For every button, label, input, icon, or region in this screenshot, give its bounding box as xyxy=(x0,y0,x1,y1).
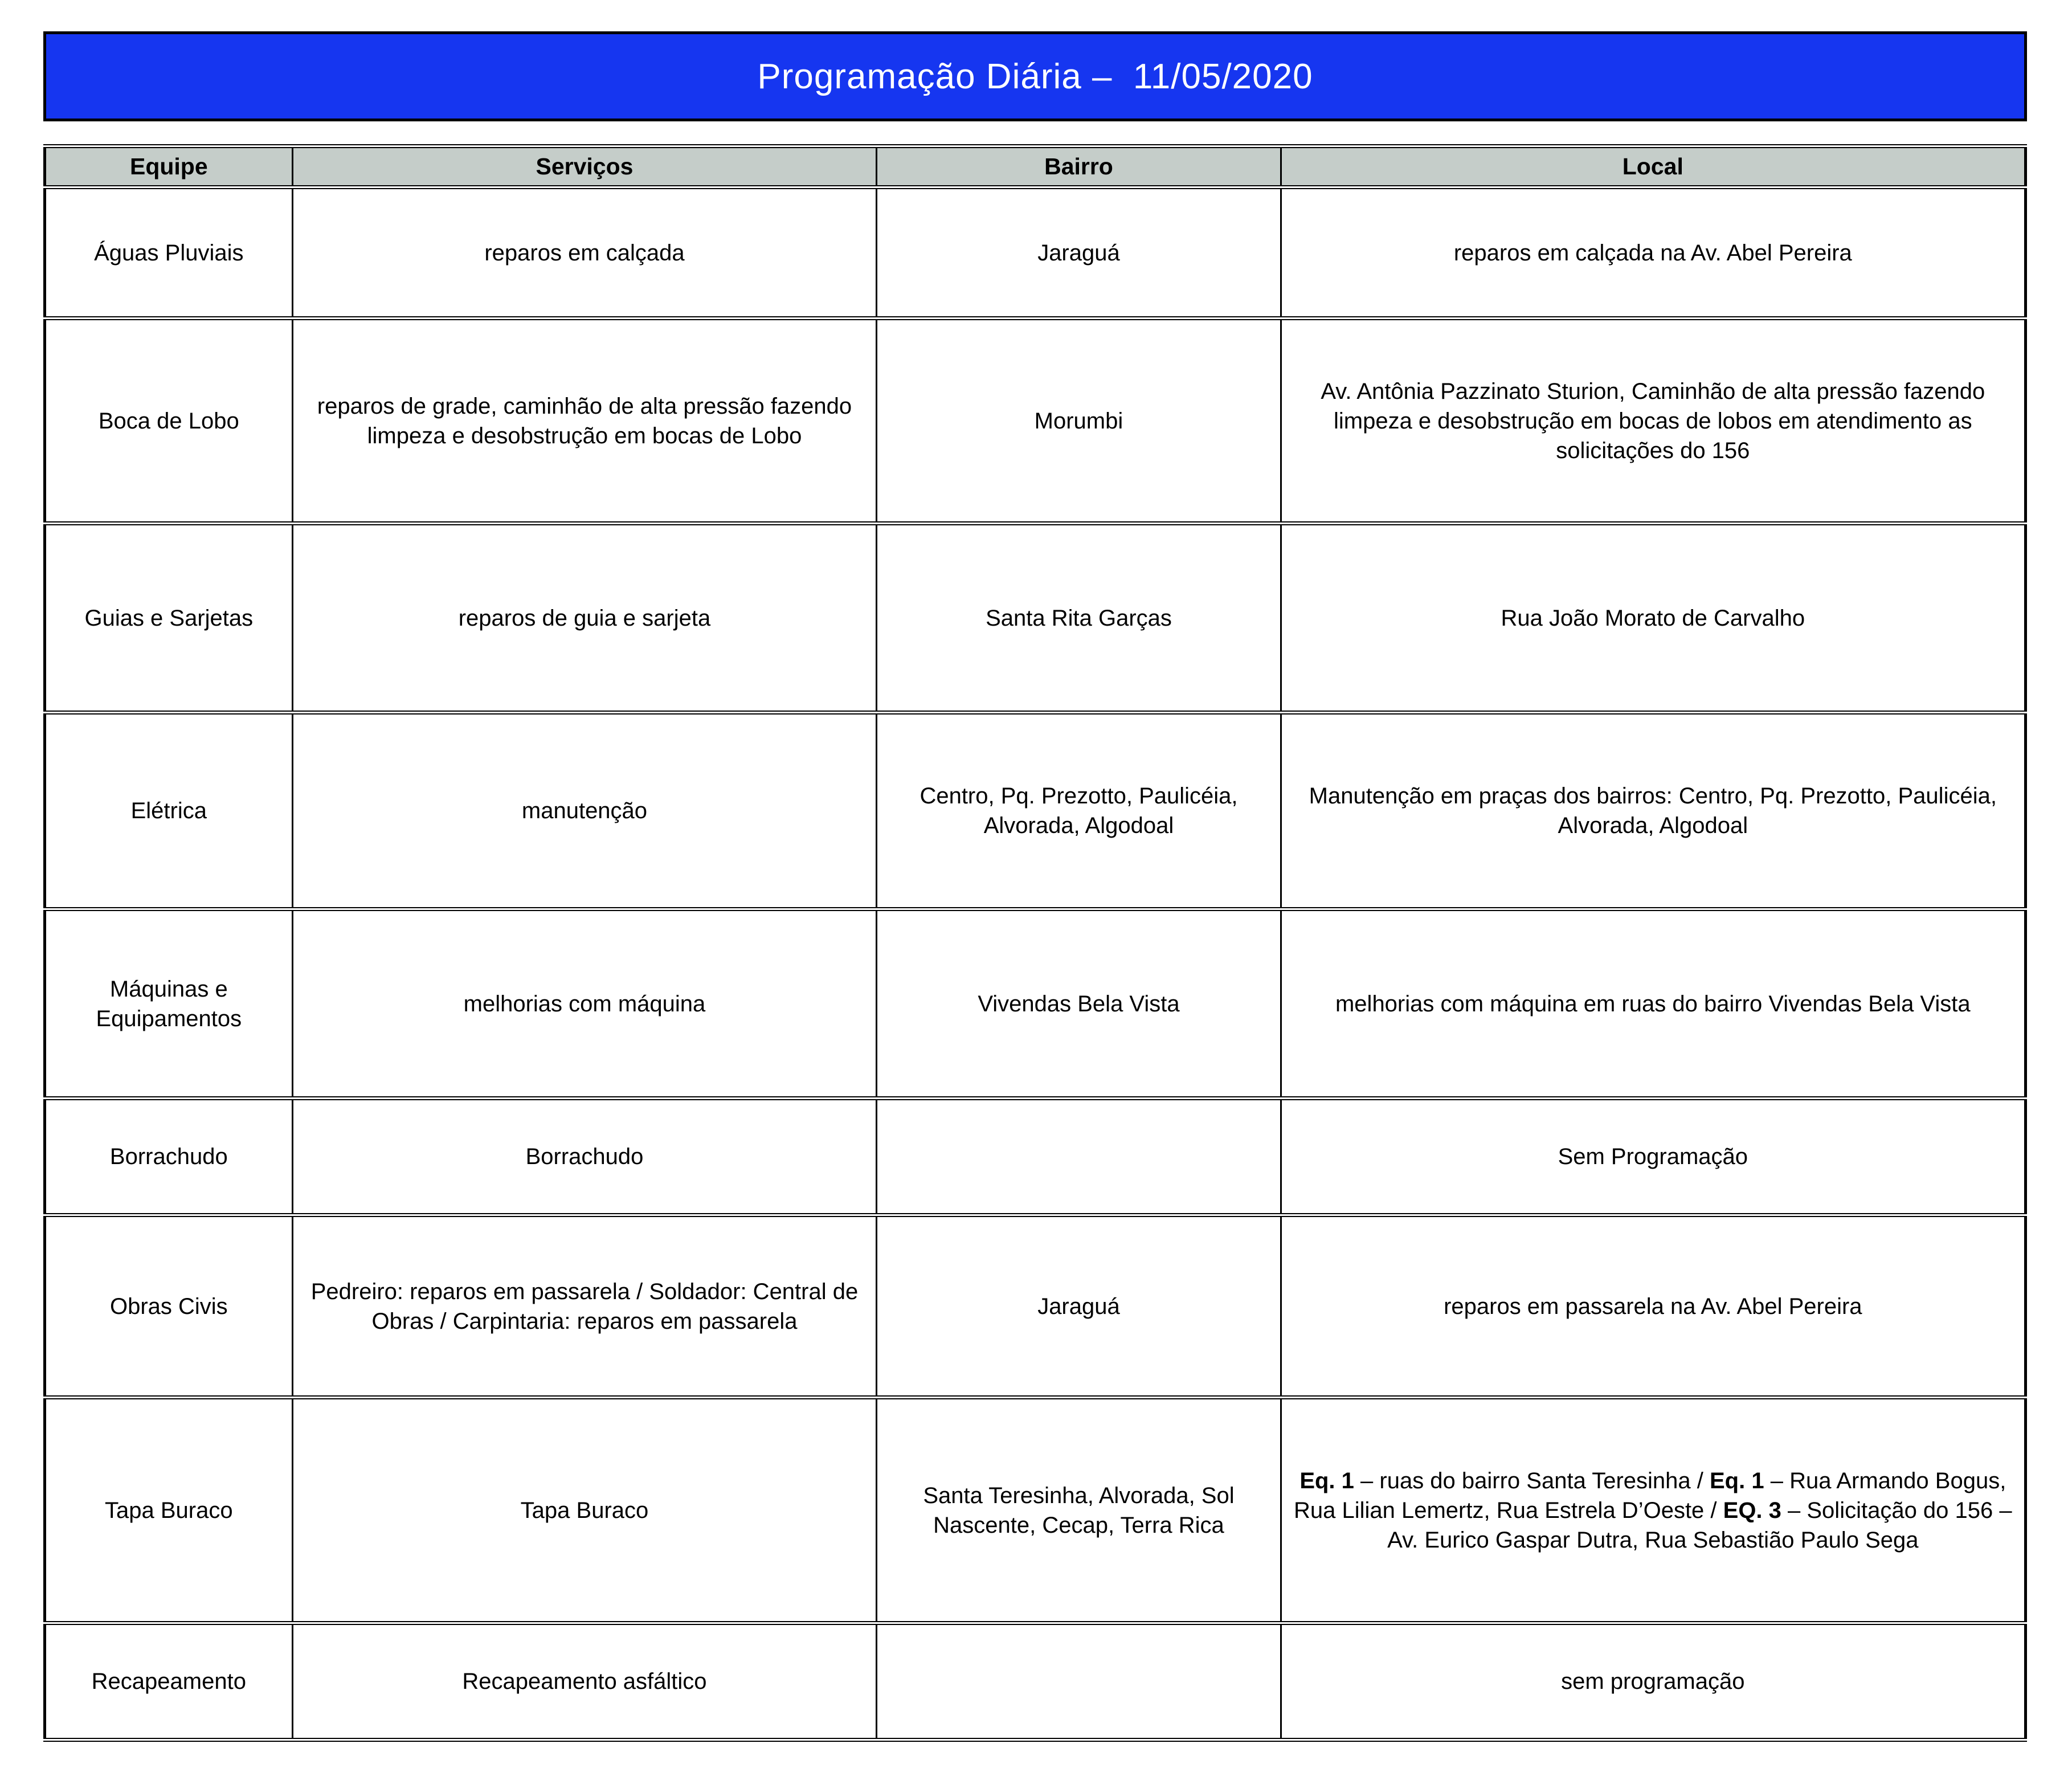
page-title: Programação Diária – 11/05/2020 xyxy=(757,56,1313,96)
cell-equipe: Máquinas e Equipamentos xyxy=(45,909,293,1099)
cell-bairro: Centro, Pq. Prezotto, Paulicéia, Alvorada, Algodoal xyxy=(877,713,1281,909)
column-header-bairro: Bairro xyxy=(877,146,1281,187)
cell-servicos: reparos de grade, caminhão de alta pressão fazendo limpeza e desobstrução em bocas de Lobo xyxy=(292,319,877,524)
cell-equipe: Obras Civis xyxy=(45,1215,293,1398)
cell-servicos: Tapa Buraco xyxy=(292,1398,877,1623)
cell-local: Rua João Morato de Carvalho xyxy=(1281,524,2025,713)
cell-equipe: Águas Pluviais xyxy=(45,187,293,319)
table-row xyxy=(45,909,2026,1099)
cell-servicos: reparos de guia e sarjeta xyxy=(292,524,877,713)
cell-local: reparos em calçada na Av. Abel Pereira xyxy=(1281,187,2025,319)
table-row xyxy=(45,187,2026,319)
cell-servicos: reparos em calçada xyxy=(292,187,877,319)
cell-bairro xyxy=(877,1623,1281,1740)
cell-local: Av. Antônia Pazzinato Sturion, Caminhão de alta pressão fazendo limpeza e desobstrução em bocas de lobos em atendimento as solicitações do 156 xyxy=(1281,319,2025,524)
cell-local: sem programação xyxy=(1281,1623,2025,1740)
table-row xyxy=(45,1099,2026,1215)
cell-equipe: Recapeamento xyxy=(45,1623,293,1740)
cell-equipe: Boca de Lobo xyxy=(45,319,293,524)
cell-servicos: Recapeamento asfáltico xyxy=(292,1623,877,1740)
cell-equipe: Guias e Sarjetas xyxy=(45,524,293,713)
schedule-table xyxy=(43,144,2027,1742)
cell-local: Manutenção em praças dos bairros: Centro, Pq. Prezotto, Paulicéia, Alvorada, Algodoal xyxy=(1281,713,2025,909)
cell-bairro: Jaraguá xyxy=(877,1215,1281,1398)
table-row xyxy=(45,1623,2026,1740)
cell-equipe: Elétrica xyxy=(45,713,293,909)
cell-bairro: Vivendas Bela Vista xyxy=(877,909,1281,1099)
column-header-servicos: Serviços xyxy=(292,146,877,187)
cell-local: reparos em passarela na Av. Abel Pereira xyxy=(1281,1215,2025,1398)
cell-servicos: manutenção xyxy=(292,713,877,909)
table-row xyxy=(45,1398,2026,1623)
cell-servicos: melhorias com máquina xyxy=(292,909,877,1099)
cell-local: Eq. 1 – ruas do bairro Santa Teresinha / Eq. 1 – Rua Armando Bogus, Rua Lilian Lemertz, Rua Estrela D’Oeste / EQ. 3 – Solicitação do 156 – Av. Eurico Gaspar Dutra, Rua Sebastião Paulo Sega xyxy=(1281,1398,2025,1623)
column-header-local: Local xyxy=(1281,146,2025,187)
cell-servicos: Borrachudo xyxy=(292,1099,877,1215)
table-row xyxy=(45,524,2026,713)
table-row xyxy=(45,713,2026,909)
column-header-equipe: Equipe xyxy=(45,146,293,187)
cell-equipe: Tapa Buraco xyxy=(45,1398,293,1623)
title-bar xyxy=(43,31,2027,121)
cell-bairro: Jaraguá xyxy=(877,187,1281,319)
header-row xyxy=(45,146,2026,187)
cell-bairro: Morumbi xyxy=(877,319,1281,524)
table-row xyxy=(45,1215,2026,1398)
cell-bairro: Santa Rita Garças xyxy=(877,524,1281,713)
table-row xyxy=(45,319,2026,524)
cell-local: Sem Programação xyxy=(1281,1099,2025,1215)
cell-local: melhorias com máquina em ruas do bairro Vivendas Bela Vista xyxy=(1281,909,2025,1099)
cell-servicos: Pedreiro: reparos em passarela / Soldador: Central de Obras / Carpintaria: reparos em passarela xyxy=(292,1215,877,1398)
cell-bairro: Santa Teresinha, Alvorada, Sol Nascente, Cecap, Terra Rica xyxy=(877,1398,1281,1623)
cell-bairro xyxy=(877,1099,1281,1215)
cell-equipe: Borrachudo xyxy=(45,1099,293,1215)
